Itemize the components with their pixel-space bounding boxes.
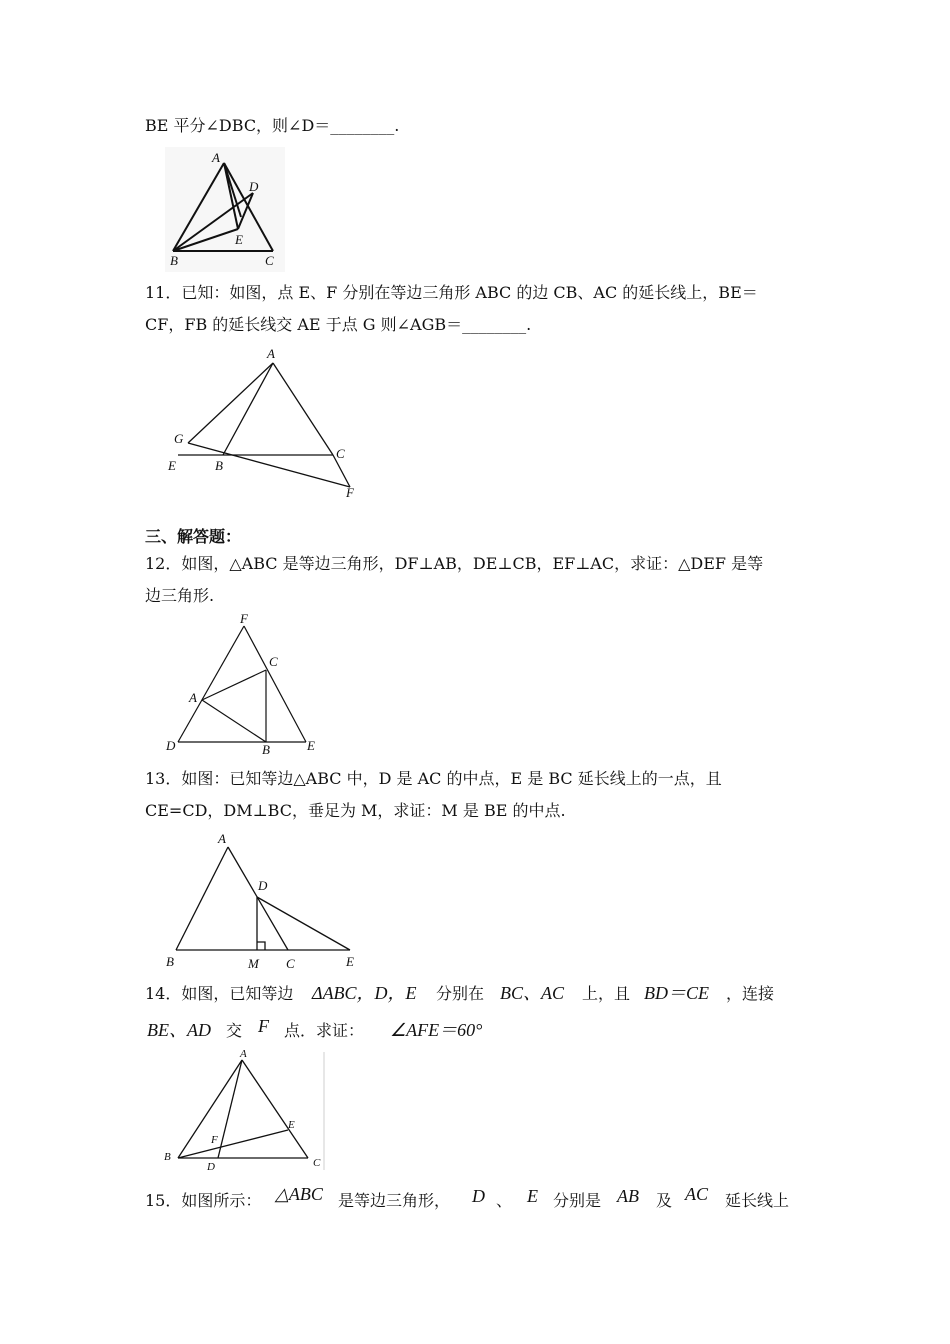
figure-q10 xyxy=(165,147,285,272)
q14-math: BD＝CE xyxy=(644,983,709,1003)
fig10-label: A xyxy=(212,150,220,165)
fig13-label: D xyxy=(258,878,268,893)
fig12-label: E xyxy=(307,738,315,753)
q14-math: F xyxy=(258,1016,269,1036)
fig10-label: E xyxy=(235,232,243,247)
fig11-label: E xyxy=(168,458,176,473)
q10-text: BE 平分∠DBC，则∠D＝________. xyxy=(145,116,400,135)
q15-text: 、 xyxy=(496,1191,513,1210)
q15-text: 延长线上 xyxy=(725,1191,790,1210)
figure-q12 xyxy=(160,610,330,758)
fig10-label: D xyxy=(249,179,259,194)
fig13-label: B xyxy=(166,954,174,969)
q14-text: 14．如图，已知等边 xyxy=(145,984,294,1003)
fig11-label: C xyxy=(336,446,345,461)
fig12-label: F xyxy=(240,611,248,626)
q14-text: 点．求证： xyxy=(284,1021,365,1040)
fig11-label: A xyxy=(267,346,275,361)
q14-text: 上，且 xyxy=(582,984,631,1003)
fig12-label: B xyxy=(262,742,270,757)
fig12-label: D xyxy=(166,738,176,753)
fig10-label: C xyxy=(265,253,274,268)
q15-math: D xyxy=(472,1186,485,1206)
fig13-label: C xyxy=(286,956,295,971)
q15-text: 15．如图所示： xyxy=(145,1191,262,1210)
fig13-label: M xyxy=(248,956,259,971)
q14-text: 分别在 xyxy=(436,984,485,1003)
fig10-label: B xyxy=(170,253,178,268)
q15-text: 及 xyxy=(656,1191,673,1210)
q14-math: ΔABC，D，E xyxy=(312,983,417,1003)
fig12-label: C xyxy=(269,654,278,669)
fig13-label: E xyxy=(346,954,354,969)
fig11-label: B xyxy=(215,458,223,473)
q14-math: BE、AD xyxy=(147,1020,211,1040)
fig14-label: D xyxy=(207,1161,215,1173)
fig14-label: A xyxy=(240,1048,247,1060)
q15-math: △ABC xyxy=(275,1184,323,1204)
fig12-label: A xyxy=(189,690,197,705)
figure-q11 xyxy=(160,345,370,505)
q15-text: 是等边三角形， xyxy=(338,1191,451,1210)
fig14-label: E xyxy=(288,1119,295,1131)
q13-line2: CE=CD，DM⊥BC，垂足为 M，求证：M 是 BE 的中点. xyxy=(145,801,566,820)
figure-q14 xyxy=(160,1046,330,1176)
q15-math: E xyxy=(527,1186,538,1206)
fig13-label: A xyxy=(218,831,226,846)
q15-math: AC xyxy=(685,1184,709,1204)
q13-line1: 13．如图：已知等边△ABC 中，D 是 AC 的中点，E 是 BC 延长线上的一点，且 xyxy=(145,769,722,788)
fig14-label: B xyxy=(164,1151,171,1163)
fig14-label: F xyxy=(211,1134,218,1146)
section-heading: 三、解答题： xyxy=(145,527,242,546)
q12-line2: 边三角形. xyxy=(145,586,215,605)
q14-text: ，连接 xyxy=(726,984,775,1003)
q12-line1: 12．如图，△ABC 是等边三角形，DF⊥AB，DE⊥CB，EF⊥AC，求证：△DEF 是等 xyxy=(145,554,764,573)
q15-text: 分别是 xyxy=(553,1191,602,1210)
q14-text: 交 xyxy=(226,1021,243,1040)
figure-q13 xyxy=(160,828,370,973)
q15-math: AB xyxy=(617,1186,639,1206)
q11-line1: 11．已知：如图，点 E、F 分别在等边三角形 ABC 的边 CB、AC 的延长线上，BE＝ xyxy=(145,283,758,302)
q14-math: ∠AFE＝60° xyxy=(390,1020,483,1040)
q14-math: BC、AC xyxy=(500,983,565,1003)
q11-line2: CF，FB 的延长线交 AE 于点 G 则∠AGB＝________. xyxy=(145,315,532,334)
fig14-label: C xyxy=(313,1157,321,1169)
fig11-label: G xyxy=(174,431,184,446)
fig11-label: F xyxy=(346,485,354,500)
